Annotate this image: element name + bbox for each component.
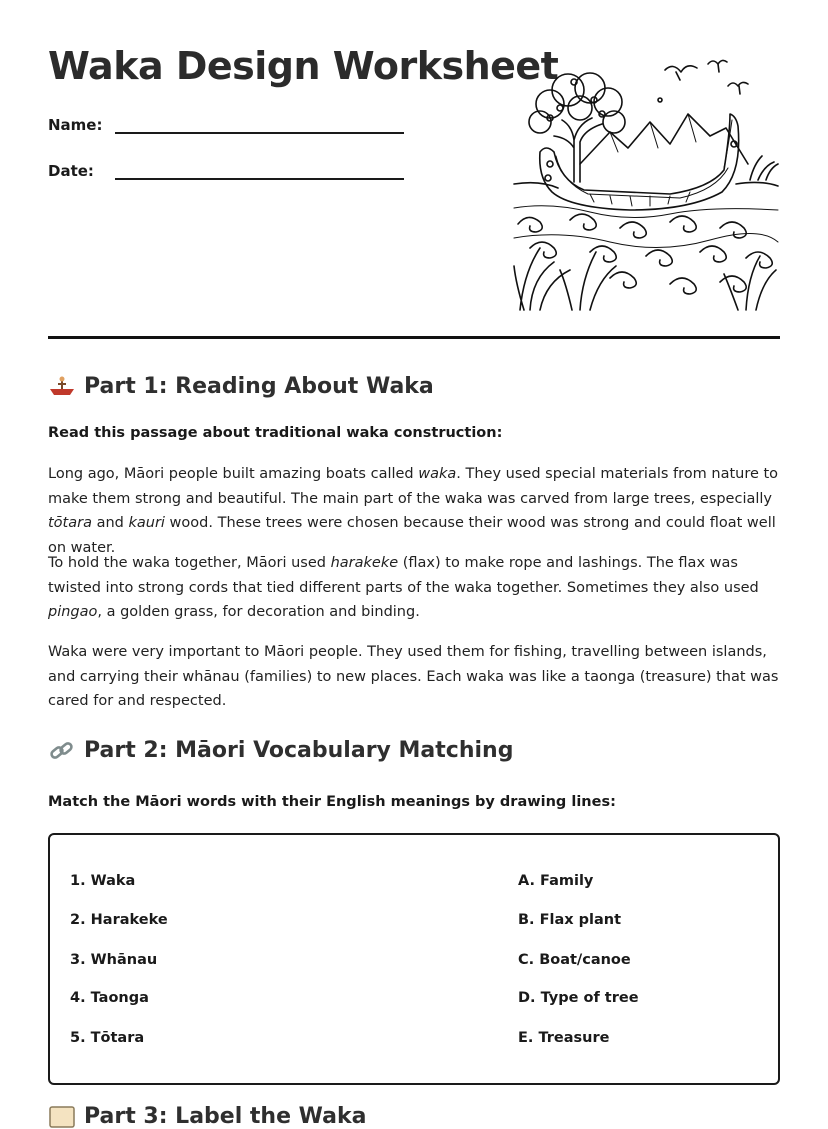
passage-text: and: [91, 515, 129, 531]
part1-heading-text: Part 1: Reading About Waka: [84, 374, 434, 399]
italic-term: tōtara: [48, 515, 92, 531]
name-line[interactable]: [115, 116, 404, 134]
name-field: [48, 116, 404, 134]
matching-box: [48, 833, 780, 1085]
part2-heading: [48, 738, 513, 763]
maori-word[interactable]: 1. Waka: [70, 873, 136, 889]
waka-illustration: [510, 52, 782, 316]
part2-heading-text: Part 2: Māori Vocabulary Matching: [84, 738, 514, 763]
italic-term: waka: [418, 466, 457, 482]
passage-text: Waka were very important to Māori people. They used them for fishing, travelling between islands, and carrying their whānau (families) to new places. Each waka was like a taonga (treasure) that was cared for and respected.: [48, 644, 779, 709]
part3-heading-text: Part 3: Label the Waka: [84, 1104, 367, 1129]
italic-term: pingao: [48, 604, 98, 620]
passage-text: , a golden grass, for decoration and binding.: [97, 604, 420, 620]
passage-text: wood. These trees were chosen because their wood was strong and could float well on water.: [48, 515, 776, 556]
maori-word[interactable]: 2. Harakeke: [70, 912, 168, 928]
date-label: Date:: [48, 162, 94, 180]
pencil-icon: [48, 1105, 76, 1129]
maori-word[interactable]: 5. Tōtara: [70, 1030, 145, 1046]
part2-instruction: Match the Māori words with their English meanings by drawing lines:: [48, 794, 616, 810]
page-title: Waka Design Worksheet: [48, 44, 559, 88]
date-line[interactable]: [115, 162, 404, 180]
passage-text: . They used special materials from nature to make them strong and beautiful. The main part of the waka was carved from large trees, especially: [48, 466, 779, 507]
part1-heading: [48, 374, 434, 399]
passage-text: (flax) to make rope and lashings. The flax was twisted into strong cords that tied different parts of the waka together. Sometimes they also used: [48, 555, 759, 596]
part3-heading: [48, 1104, 366, 1129]
italic-term: kauri: [128, 515, 165, 531]
english-meaning[interactable]: A. Family: [518, 873, 594, 889]
passage-paragraph-1: [48, 462, 780, 560]
passage-text: To hold the waka together, Māori used: [48, 555, 331, 571]
part1-instruction: Read this passage about traditional waka construction:: [48, 425, 503, 441]
passage-text: Long ago, Māori people built amazing boats called: [48, 466, 419, 482]
passage-paragraph-3: [48, 640, 780, 714]
name-label: Name:: [48, 116, 103, 134]
header-divider: [48, 336, 780, 339]
english-meaning[interactable]: D. Type of tree: [518, 990, 639, 1006]
canoe-icon: [48, 375, 76, 399]
italic-term: harakeke: [330, 555, 399, 571]
passage-paragraph-2: [48, 551, 780, 625]
link-icon: [48, 739, 76, 763]
date-field: [48, 162, 404, 180]
maori-word[interactable]: 3. Whānau: [70, 952, 158, 968]
english-meaning[interactable]: C. Boat/canoe: [518, 952, 631, 968]
english-meaning[interactable]: B. Flax plant: [518, 912, 622, 928]
maori-word[interactable]: 4. Taonga: [70, 990, 149, 1006]
english-meaning[interactable]: E. Treasure: [518, 1030, 610, 1046]
